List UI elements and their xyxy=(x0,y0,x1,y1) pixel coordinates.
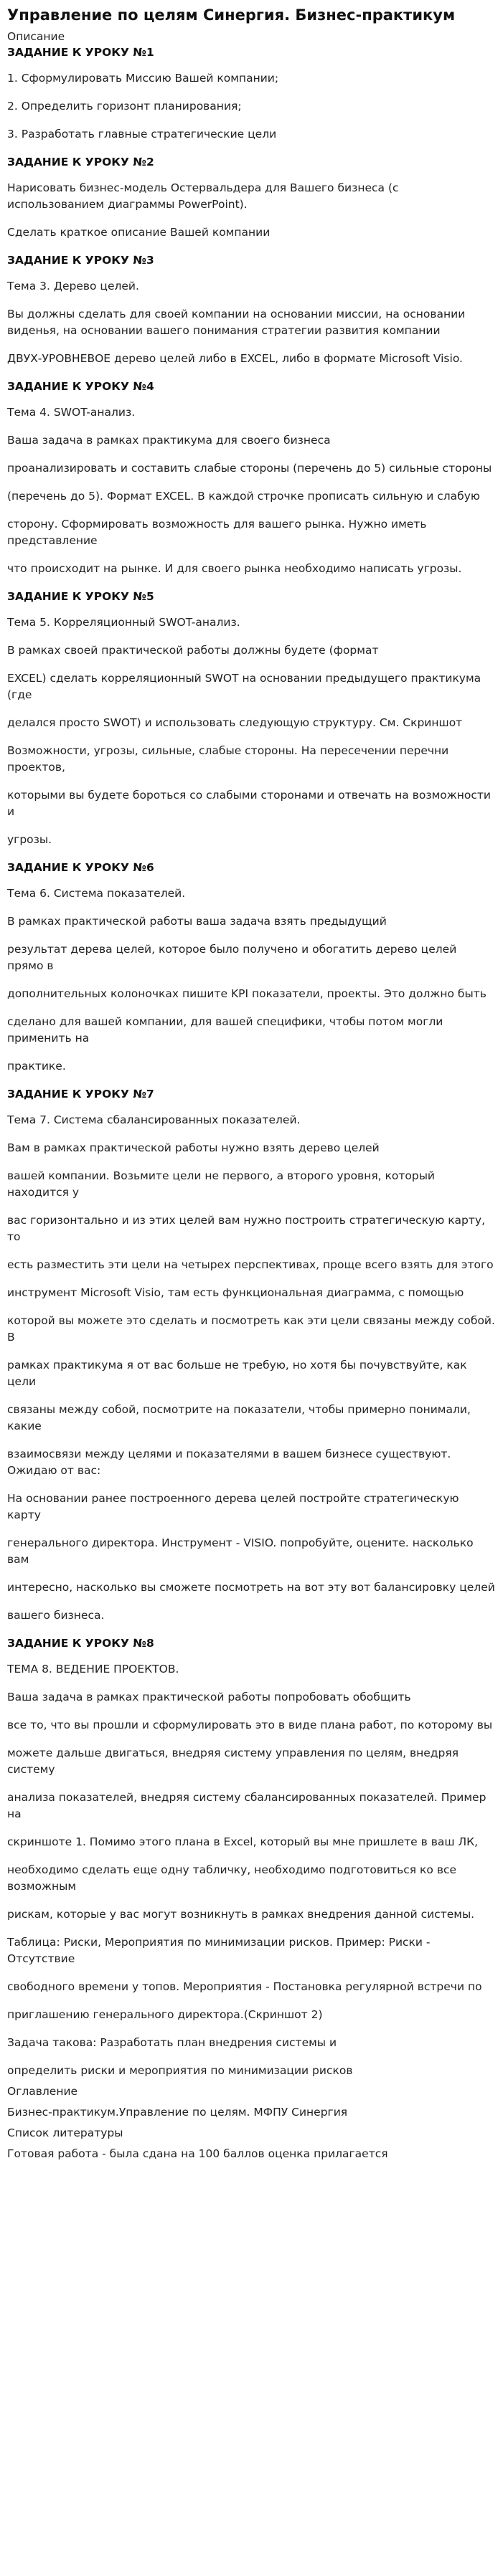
lesson-paragraph: делался просто SWOT) и использовать следующую структуру. См. Скриншот xyxy=(7,716,463,729)
lesson-paragraph: сторону. Сформировать возможность для вашего рынка. Нужно иметь представление xyxy=(7,518,427,547)
lesson-paragraph: Возможности, угрозы, сильные, слабые стороны. На пересечении перечни проектов, xyxy=(7,744,449,774)
lesson-paragraph: В рамках практической работы ваша задача взять предыдущий xyxy=(7,915,387,928)
lesson-paragraph: Ваша задача в рамках практикума для своего бизнеса xyxy=(7,434,331,447)
page-title: Управление по целям Синергия. Бизнес-практикум xyxy=(7,6,456,24)
lesson-paragraph: Нарисовать бизнес-модель Остервальдера для Вашего бизнеса (с использованием диаграммы PowerPoint). xyxy=(7,181,399,211)
lesson-paragraph: результат дерева целей, которое было получено и обогатить дерево целей прямо в xyxy=(7,943,457,972)
lesson-block xyxy=(7,1086,496,1624)
lesson-paragraph: можете дальше двигаться, внедряя систему управления по целям, внедряя систему xyxy=(7,1746,459,1776)
lesson-paragraph: Тема 5. Корреляционный SWOT-анализ. xyxy=(7,616,240,629)
lesson-heading: ЗАДАНИЕ К УРОКУ №3 xyxy=(7,254,154,267)
lesson-paragraph: приглашению генерального директора.(Скриншот 2) xyxy=(7,2008,323,2021)
lesson-paragraph: (перечень до 5). Формат EXCEL. В каждой строчке прописать сильную и слабую xyxy=(7,490,480,503)
lesson-heading: ЗАДАНИЕ К УРОКУ №2 xyxy=(7,156,154,168)
lesson-paragraph: угрозы. xyxy=(7,833,52,846)
lesson-paragraph: инструмент Microsoft Visio, там есть функциональная диаграмма, с помощью xyxy=(7,1286,464,1299)
lesson-paragraph: Вы должны сделать для своей компании на основании миссии, на основании виденья, на основании вашего понимания стратегии развития компании xyxy=(7,308,466,337)
lesson-heading: ЗАДАНИЕ К УРОКУ №7 xyxy=(7,1088,154,1101)
lesson-paragraph: 2. Определить горизонт планирования; xyxy=(7,100,242,113)
lesson-paragraph: есть разместить эти цели на четырех перспективах, проще всего взять для этого xyxy=(7,1258,494,1271)
lesson-heading: ЗАДАНИЕ К УРОКУ №6 xyxy=(7,861,154,874)
lesson-paragraph: связаны между собой, посмотрите на показатели, чтобы примерно понимали, какие xyxy=(7,1403,471,1432)
lesson-block xyxy=(7,252,496,367)
lesson-paragraph: EXCEL) сделать корреляционный SWOT на основании предыдущего практикума (где xyxy=(7,672,481,701)
lesson-paragraph: которыми вы будете бороться со слабыми сторонами и отвечать на возможности и xyxy=(7,789,491,818)
lesson-block xyxy=(7,860,496,1075)
lesson-paragraph: Тема 4. SWOT-анализ. xyxy=(7,406,136,419)
lesson-paragraph: вас горизонтально и из этих целей вам нужно построить стратегическую карту, то xyxy=(7,1214,486,1243)
lesson-paragraph: Таблица: Риски, Мероприятия по минимизации рисков. Пример: Риски - Отсутствие xyxy=(7,1936,431,1965)
lesson-paragraph: анализа показателей, внедряя систему сбалансированных показателей. Пример на xyxy=(7,1791,486,1820)
lesson-paragraph: практике. xyxy=(7,1060,66,1073)
lesson-block xyxy=(7,1635,496,2079)
lesson-paragraph: вашего бизнеса. xyxy=(7,1609,105,1622)
footer-section xyxy=(7,2083,496,2162)
lesson-paragraph: проанализировать и составить слабые стороны (перечень до 5) сильные стороны xyxy=(7,462,492,475)
lessons-list xyxy=(7,44,496,2079)
lesson-paragraph: необходимо сделать еще одну табличку, необходимо подготовиться ко все возможным xyxy=(7,1863,457,1893)
lesson-paragraph: В рамках своей практической работы должны будете (формат xyxy=(7,644,379,657)
lesson-paragraph: что происходит на рынке. И для своего рынка необходимо написать угрозы. xyxy=(7,562,462,575)
lesson-paragraph: ДВУХ-УРОВНЕВОЕ дерево целей либо в EXCEL, либо в формате Microsoft Visio. xyxy=(7,352,463,365)
lesson-block xyxy=(7,154,496,241)
lesson-paragraph: которой вы можете это сделать и посмотреть как эти цели связаны между собой. В xyxy=(7,1314,495,1344)
lesson-heading: ЗАДАНИЕ К УРОКУ №1 xyxy=(7,46,154,59)
lesson-paragraph: рискам, которые у вас могут возникнуть в рамках внедрения данной системы. xyxy=(7,1908,475,1921)
lesson-paragraph: Задача такова: Разработать план внедрения системы и xyxy=(7,2036,337,2049)
lesson-paragraph: 1. Сформулировать Миссию Вашей компании; xyxy=(7,72,279,85)
lesson-heading: ЗАДАНИЕ К УРОКУ №5 xyxy=(7,590,154,603)
lesson-paragraph: взаимосвязи между целями и показателями в вашем бизнесе существуют. Ожидаю от вас: xyxy=(7,1448,451,1477)
lesson-paragraph: Тема 3. Дерево целей. xyxy=(7,280,139,293)
lesson-paragraph: вашей компании. Возьмите цели не первого, а второго уровня, который находится у xyxy=(7,1169,436,1199)
lesson-paragraph: свободного времени у топов. Мероприятия - Постановка регулярной встречи по xyxy=(7,1980,482,1993)
references-label: Список литературы xyxy=(7,2126,123,2139)
lesson-paragraph: интересно, насколько вы сможете посмотреть на вот эту вот балансировку целей xyxy=(7,1581,495,1594)
lesson-paragraph: Вам в рамках практической работы нужно взять дерево целей xyxy=(7,1141,380,1154)
lesson-block xyxy=(7,44,496,143)
lesson-paragraph: генерального директора. Инструмент - VISIO. попробуйте, оцените. насколько вам xyxy=(7,1536,474,1566)
lesson-paragraph: дополнительных колоночках пишите KPI показатели, проекты. Это должно быть xyxy=(7,987,486,1000)
lesson-paragraph: все то, что вы прошли и сформулировать это в виде плана работ, по которому вы xyxy=(7,1719,493,1731)
lesson-heading: ЗАДАНИЕ К УРОКУ №4 xyxy=(7,380,154,393)
lesson-paragraph: 3. Разработать главные стратегические цели xyxy=(7,128,277,141)
lesson-paragraph: Тема 7. Система сбалансированных показателей. xyxy=(7,1113,301,1126)
lesson-paragraph: ТЕМА 8. ВЕДЕНИЕ ПРОЕКТОВ. xyxy=(7,1663,179,1676)
lesson-paragraph: скриншоте 1. Помимо этого плана в Excel, который вы мне пришлете в ваш ЛК, xyxy=(7,1835,479,1848)
description-label: Описание xyxy=(7,30,65,43)
toc-label: Оглавление xyxy=(7,2085,78,2098)
lesson-paragraph: Ваша задача в рамках практической работы попробовать обобщить xyxy=(7,1691,411,1703)
lesson-paragraph: рамках практикума я от вас больше не требую, но хотя бы почувствуйте, как цели xyxy=(7,1359,467,1388)
lesson-paragraph: Тема 6. Система показателей. xyxy=(7,887,186,900)
lesson-block xyxy=(7,379,496,577)
lesson-paragraph: На основании ранее построенного дерева целей постройте стратегическую карту xyxy=(7,1492,459,1521)
final-line: Готовая работа - была сдана на 100 баллов оценка прилагается xyxy=(7,2147,388,2160)
lesson-paragraph: сделано для вашей компании, для вашей специфики, чтобы потом могли применить на xyxy=(7,1015,443,1045)
lesson-block xyxy=(7,589,496,848)
lesson-heading: ЗАДАНИЕ К УРОКУ №8 xyxy=(7,1637,154,1650)
lesson-paragraph: Сделать краткое описание Вашей компании xyxy=(7,226,271,239)
toc-line: Бизнес-практикум.Управление по целям. МФПУ Синергия xyxy=(7,2106,348,2119)
lesson-paragraph: определить риски и мероприятия по минимизации рисков xyxy=(7,2064,353,2077)
